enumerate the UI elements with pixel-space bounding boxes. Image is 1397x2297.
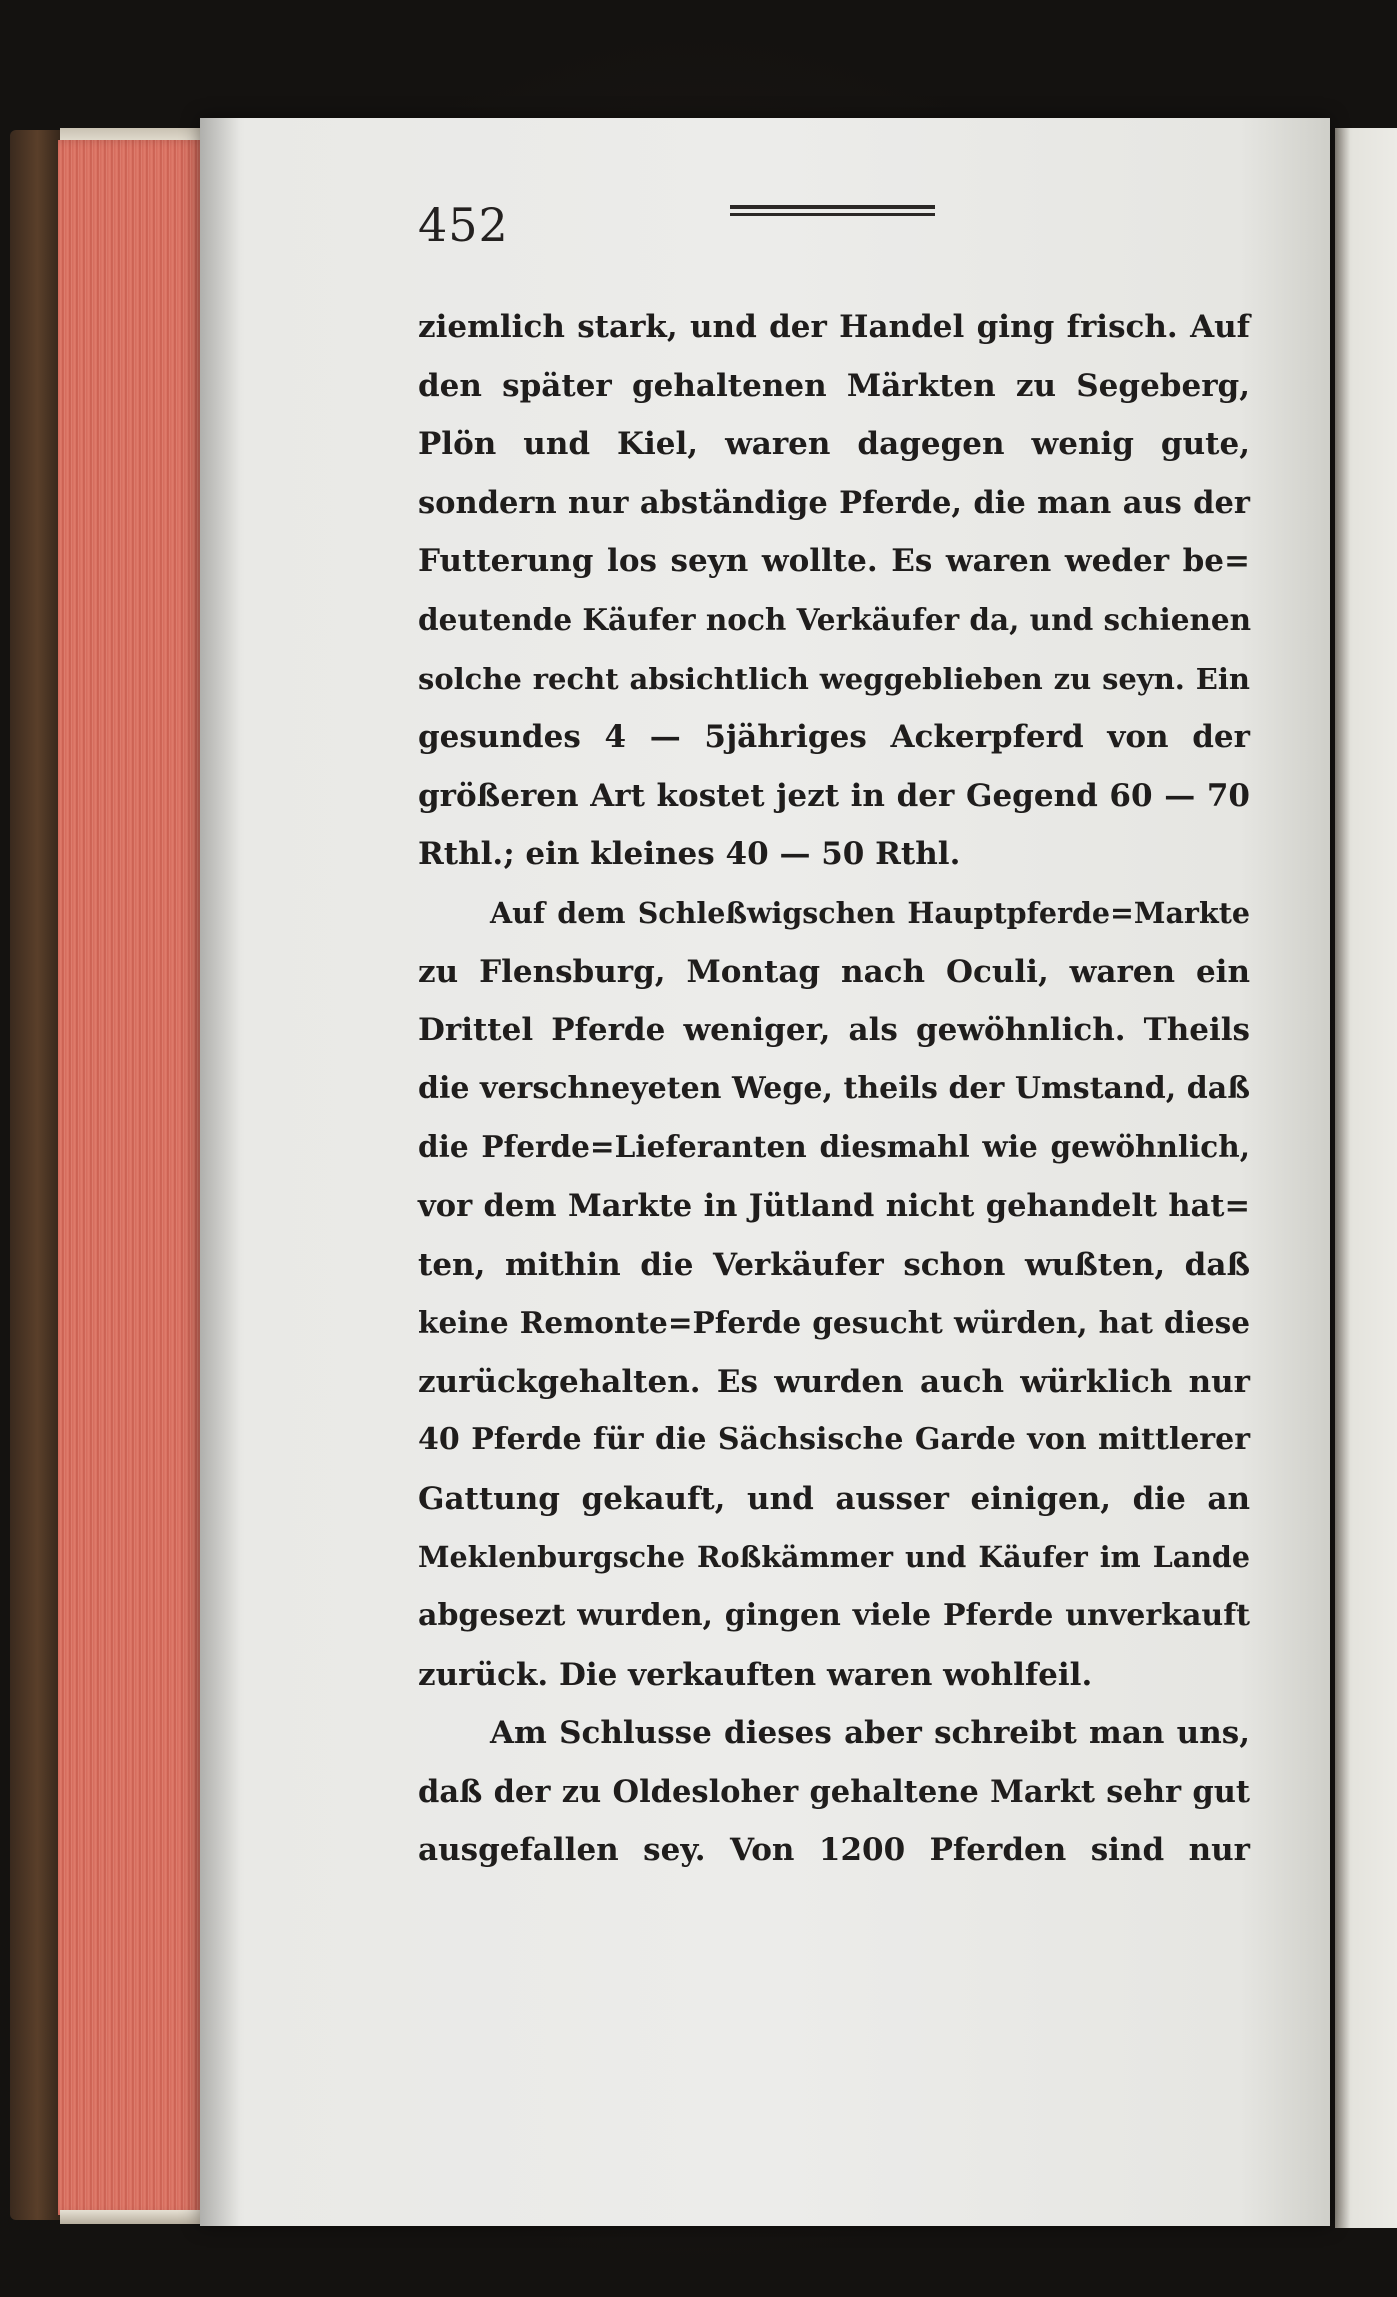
text-line: deutende Käufer noch Verkäufer da, und schienen [418,601,1252,637]
facing-page-edge [1335,128,1397,2228]
header-rule [730,205,935,219]
text-line: ziemlich stark, und der Handel ging frisch. Auf [418,309,1250,345]
text-line: ausgefallen sey. Von 1200 Pferden sind nur [418,1832,1250,1869]
page-number: 452 [418,198,509,252]
text-line: keine Remonte=Pferde gesucht würden, hat diese [418,1305,1250,1341]
text-line: zurückgehalten. Es wurden auch würklich nur [418,1363,1250,1400]
text-line: größeren Art kostet jezt in der Gegend 60 — 70 [418,777,1250,814]
body-text [418,298,1250,1880]
text-line: Meklenburgsche Roßkämmer und Käufer im Lande [418,1540,1250,1575]
gutter-shadow [200,118,240,2226]
text-line: Drittel Pferde weniger, als gewöhnlich. Theils [418,1012,1250,1049]
text-line: zu Flensburg, Montag nach Oculi, waren ein [418,953,1250,990]
page-stack-bottom [60,2210,220,2224]
text-line: Gattung gekauft, und ausser einigen, die an [418,1480,1250,1517]
text-line: sondern nur abständige Pferde, die man aus der [418,484,1250,521]
text-line: 40 Pferde für die Sächsische Garde von mittlerer [418,1422,1250,1458]
book-cover-edge [10,130,65,2220]
text-line: Rthl.; ein kleines 40 — 50 Rthl. [418,836,961,873]
text-line: abgesezt wurden, gingen viele Pferde unverkauft [418,1598,1250,1634]
text-line: Futterung los seyn wollte. Es waren weder be= [418,543,1250,580]
text-line: ten, mithin die Verkäufer schon wußten, daß [418,1246,1250,1283]
text-line: die verschneyeten Wege, theils der Umstand, daß [418,1070,1250,1106]
text-line: Auf dem Schleßwigschen Hauptpferde=Markte [490,895,1250,930]
text-line: solche recht absichtlich weggeblieben zu seyn. Ein [418,661,1250,696]
text-line: den später gehaltenen Märkten zu Segeberg, [418,367,1250,404]
text-line: Plön und Kiel, waren dagegen wenig gute, [418,426,1250,463]
text-line: vor dem Markte in Jütland nicht gehandelt hat= [418,1187,1250,1224]
text-line: die Pferde=Lieferanten diesmahl wie gewöhnlich, [418,1129,1250,1165]
text-line: gesundes 4 — 5jähriges Ackerpferd von der [418,719,1250,756]
text-line: zurück. Die verkauften waren wohlfeil. [418,1656,1093,1693]
text-line: daß der zu Oldesloher gehaltene Markt sehr gut [418,1773,1250,1810]
red-page-edges [58,140,208,2215]
text-line: Am Schlusse dieses aber schreibt man uns, [490,1715,1250,1752]
